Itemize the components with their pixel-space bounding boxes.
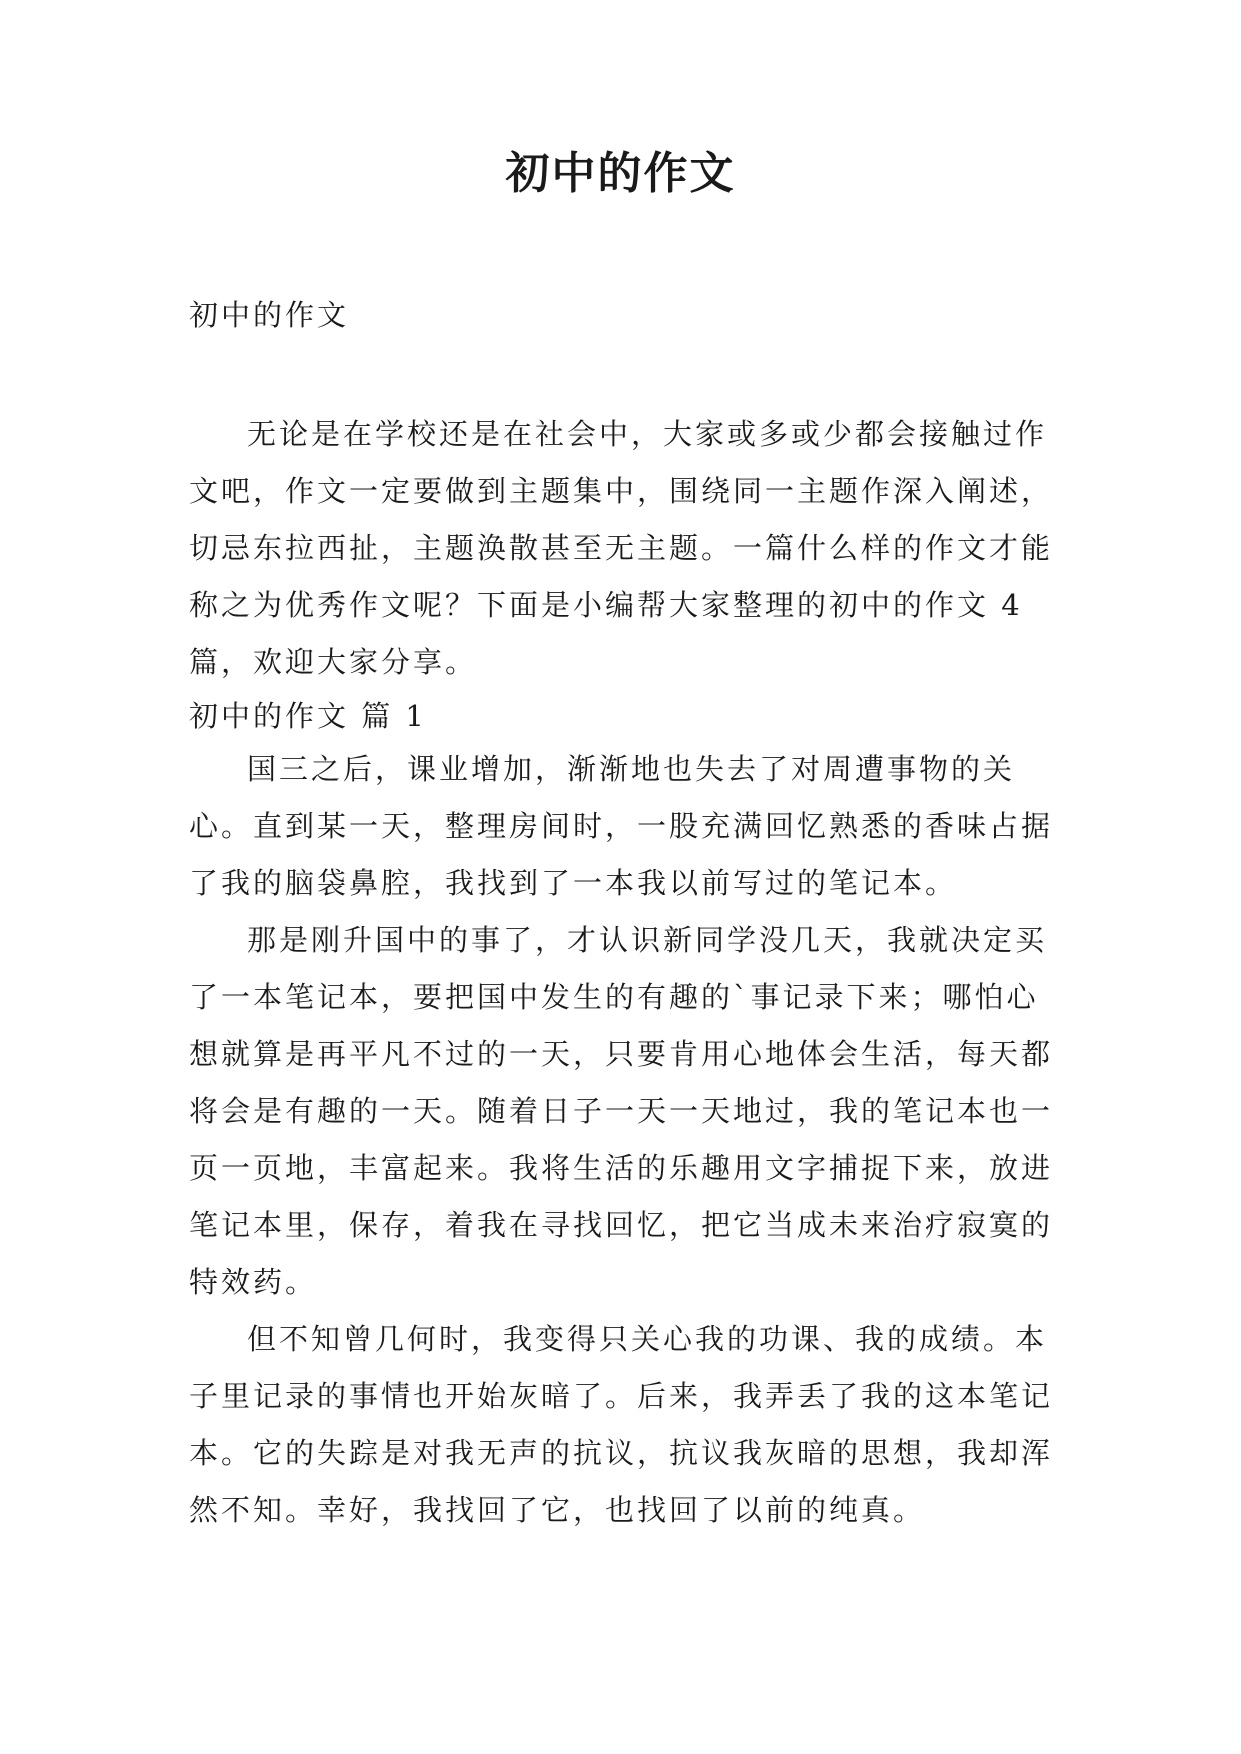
body-paragraph: 那是刚升国中的事了，才认识新同学没几天，我就决定买了一本笔记本，要把国中发生的有趣的`事记录下来；哪怕心想就算是再平凡不过的一天，只要肯用心地体会生活，每天都将会是有趣的一天。随着日子一天一天地过，我的笔记本也一页一页地，丰富起来。我将生活的乐趣用文字捕捉下来，放进笔记本里，保存，着我在寻找回忆，把它当成未来治疗寂寞的特效药。 [189,923,1054,1299]
body-paragraph: 国三之后，课业增加，渐渐地也失去了对周遭事物的关心。直到某一天，整理房间时，一股充满回忆熟悉的香味占据了我的脑袋鼻腔，我找到了一本我以前写过的笔记本。 [189,752,1054,900]
body-paragraph: 但不知曾几何时，我变得只关心我的功课、我的成绩。本子里记录的事情也开始灰暗了。后来，我弄丢了我的这本笔记本。它的失踪是对我无声的抗议，抗议我灰暗的思想，我却浑然不知。幸好，我找回了它，也找回了以前的纯真。 [189,1322,1054,1527]
section-heading: 初中的作文 篇 1 [189,699,427,733]
document-body [189,406,1057,1539]
document-subtitle: 初中的作文 [189,298,350,332]
document-title: 初中的作文 [505,148,736,199]
intro-paragraph: 无论是在学校还是在社会中，大家或多或少都会接触过作文吧，作文一定要做到主题集中，围绕同一主题作深入阐述，切忌东拉西扯，主题涣散甚至无主题。一篇什么样的作文才能称之为优秀作文呢？下面是小编帮大家整理的初中的作文 4 篇，欢迎大家分享。 [189,417,1054,679]
